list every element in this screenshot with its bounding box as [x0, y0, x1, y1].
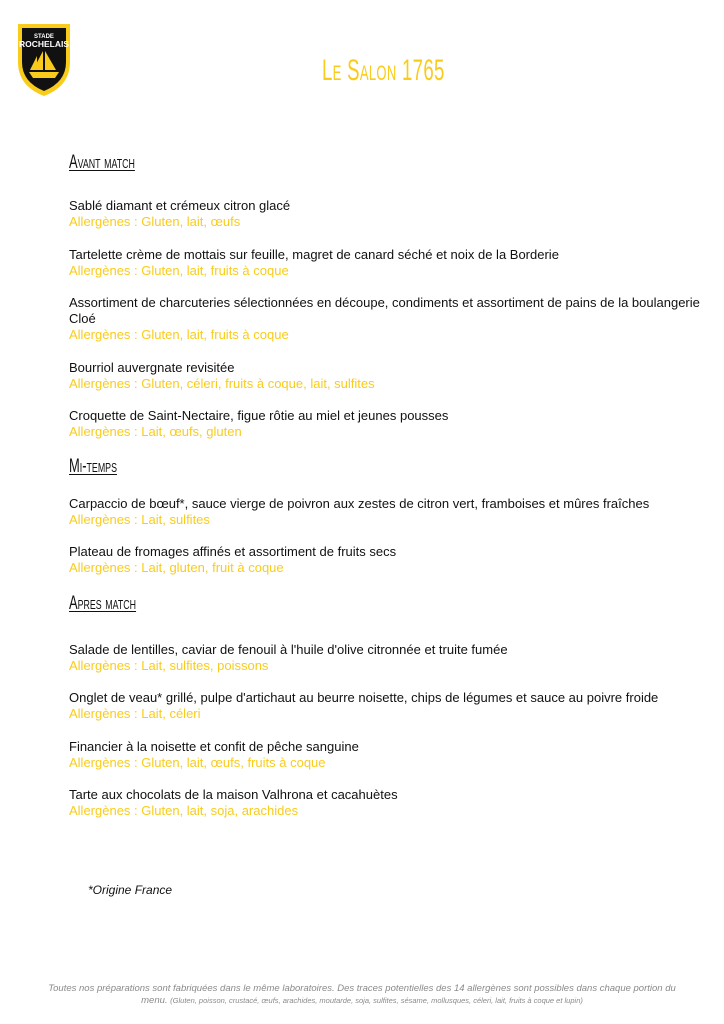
allergens: Allergènes : Gluten, lait, œufs, fruits à coque	[69, 755, 326, 770]
allergens: Allergènes : Gluten, céleri, fruits à coque, lait, sulfites	[69, 376, 375, 391]
dish-name: Onglet de veau* grillé, pulpe d'artichaut au beurre noisette, chips de légumes et sauce au poivre froide	[69, 690, 659, 705]
menu-item	[69, 295, 705, 343]
stade-rochelais-logo-icon	[13, 18, 75, 100]
section-title-avant-match: Avant match	[69, 152, 135, 173]
stade-rochelais-logo	[13, 18, 75, 100]
allergen-list: (Gluten, poisson, crustacé, œufs, arachides, moutarde, soja, sulfites, sésame, mollusques, céleri, lait, fruits à coque et lupin)	[170, 996, 583, 1005]
menu-item	[69, 690, 705, 722]
origin-note: *Origine France	[88, 883, 173, 897]
allergens: Allergènes : Lait, sulfites, poissons	[69, 658, 269, 673]
menu-item	[69, 198, 705, 230]
allergens: Allergènes : Lait, sulfites	[69, 512, 210, 527]
dish-name: Tartelette crème de mottais sur feuille, magret de canard séché et noix de la Borderie	[69, 247, 559, 262]
menu-item	[69, 544, 705, 576]
dish-name: Assortiment de charcuteries sélectionnées en découpe, condiments et assortiment de pains de la boulangerie Cloé	[69, 295, 700, 326]
dish-name: Croquette de Saint-Nectaire, figue rôtie au miel et jeunes pousses	[69, 408, 449, 423]
allergens: Allergènes : Lait, œufs, gluten	[69, 424, 242, 439]
allergens: Allergènes : Lait, céleri	[69, 706, 201, 721]
allergens: Allergènes : Gluten, lait, soja, arachides	[69, 803, 299, 818]
dish-name: Bourriol auvergnate revisitée	[69, 360, 235, 375]
menu-item	[69, 408, 705, 440]
menu-item	[69, 360, 705, 392]
logo-line1: STADE	[34, 34, 54, 40]
page-title: Le Salon 1765	[322, 54, 445, 87]
menu-item	[69, 496, 705, 528]
dish-name: Plateau de fromages affinés et assortiment de fruits secs	[69, 544, 397, 559]
allergens: Allergènes : Gluten, lait, fruits à coque	[69, 263, 289, 278]
section-title-apres-match: Apres match	[69, 593, 137, 614]
dish-name: Sablé diamant et crémeux citron glacé	[69, 198, 291, 213]
allergens: Allergènes : Gluten, lait, œufs	[69, 214, 241, 229]
logo-line2: ROCHELAIS	[18, 39, 70, 49]
menu-item	[69, 247, 705, 279]
menu-item	[69, 787, 705, 819]
section-title-mi-temps: Mi-temps	[69, 456, 117, 477]
dish-name: Financier à la noisette et confit de pêche sanguine	[69, 739, 359, 754]
allergens: Allergènes : Gluten, lait, fruits à coque	[69, 327, 289, 342]
menu-item	[69, 739, 705, 771]
disclaimer-text: Toutes nos préparations sont fabriquées dans le même laboratoires. Des traces potentielles des 14 allergènes sont possibles dans chaque portion du menu.	[48, 983, 676, 1006]
allergens: Allergènes : Lait, gluten, fruit à coque	[69, 560, 284, 575]
dish-name: Salade de lentilles, caviar de fenouil à l'huile d'olive citronnée et truite fumée	[69, 642, 508, 657]
allergen-disclaimer	[40, 983, 684, 1007]
dish-name: Carpaccio de bœuf*, sauce vierge de poivron aux zestes de citron vert, framboises et mûres fraîches	[69, 496, 650, 511]
dish-name: Tarte aux chocolats de la maison Valhrona et cacahuètes	[69, 787, 398, 802]
menu-item	[69, 642, 705, 674]
